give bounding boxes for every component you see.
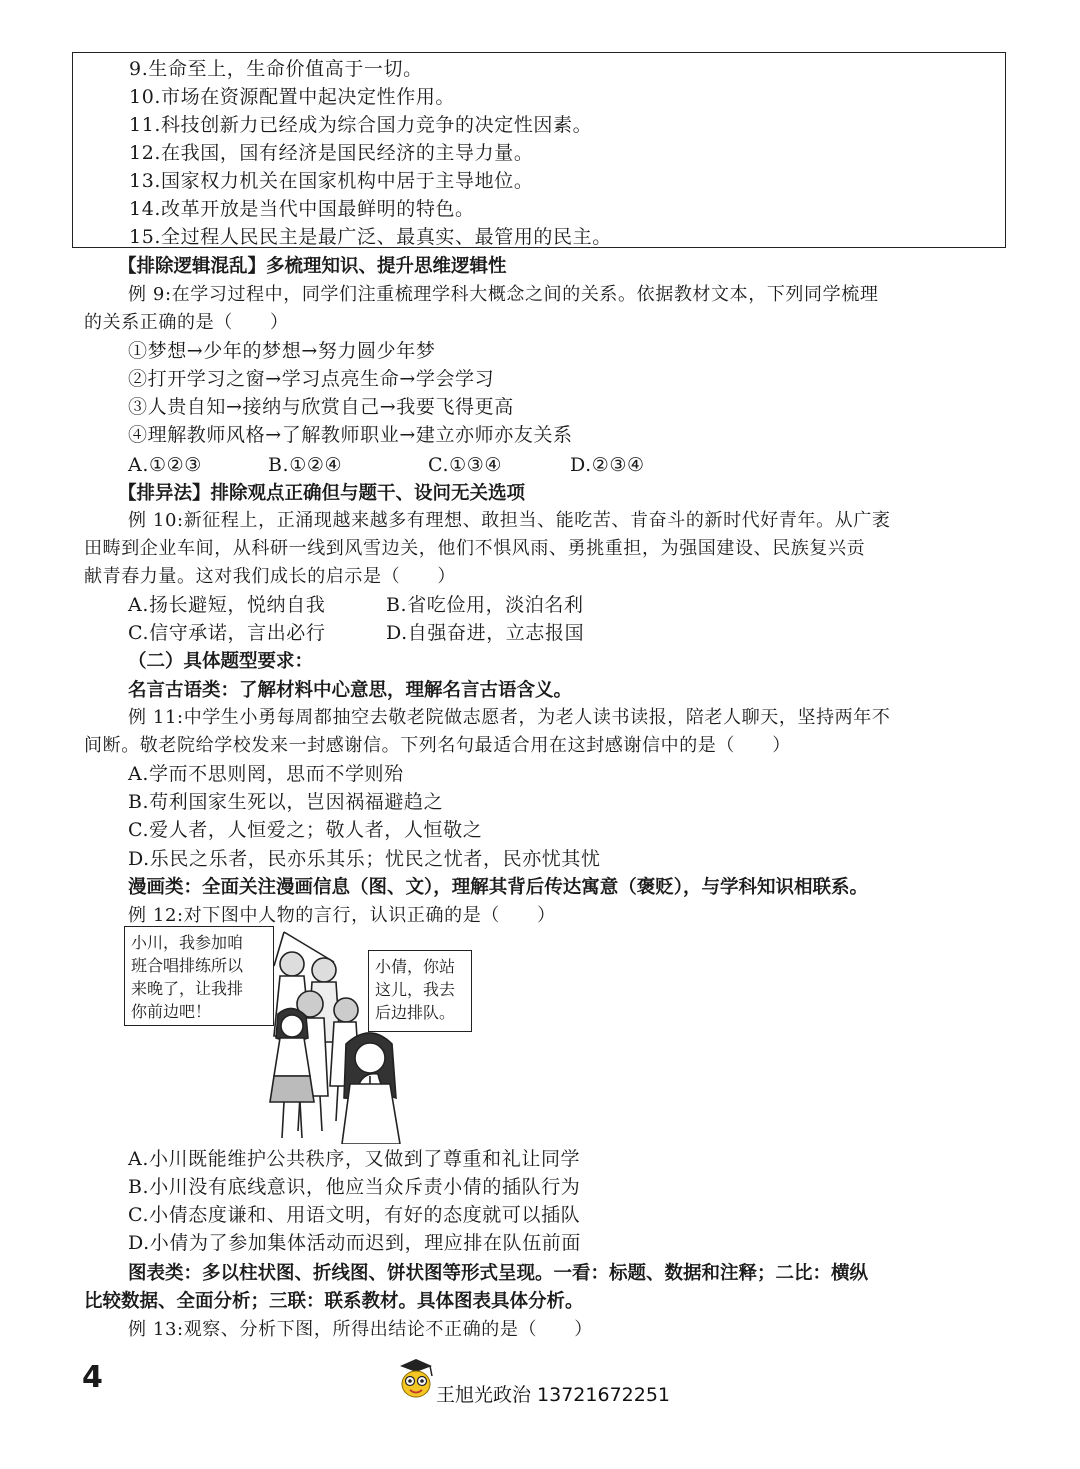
- example-10-line: 例 10:新征程上，正涌现越来越多有理想、敢担当、能吃苦、肯奋斗的新时代好青年。从广袤: [128, 510, 891, 531]
- footer-brand-text: 王旭光政治 13721672251: [436, 1384, 671, 1406]
- page-number: 4: [82, 1360, 103, 1395]
- example-9-option-d: D.②③④: [570, 454, 645, 476]
- bubble-right-line: 后边排队。: [375, 1003, 456, 1022]
- example-11-option-d: D.乐民之乐者，民亦乐其乐；忧民之忧者，民亦忧其忧: [128, 848, 601, 870]
- example-10-line: 田畴到企业车间，从科研一线到风雪边关，他们不惧风雨、勇挑重担，为强国建设、民族复兴贡: [84, 538, 866, 559]
- example-12-option-b: B.小川没有底线意识，他应当众斥责小倩的插队行为: [128, 1176, 581, 1198]
- example-12-line: 例 12:对下图中人物的言行，认识正确的是（ ）: [128, 905, 556, 926]
- example-9-option-a: A.①②③: [128, 454, 202, 476]
- section-heading-logic: 【排除逻辑混乱】多梳理知识、提升思维逻辑性: [118, 256, 507, 277]
- quote-type-heading: 名言古语类：了解材料中心意思，理解名言古语含义。: [128, 680, 573, 701]
- example-10-option-c: C.信守承诺，言出必行: [128, 622, 326, 644]
- list-item: 10.市场在资源配置中起决定性作用。: [129, 86, 456, 108]
- bubble-right-line: 这儿，我去: [375, 980, 456, 999]
- example-9-option-b: B.①②④: [268, 454, 343, 476]
- example-10-line: 献青春力量。这对我们成长的启示是（ ）: [84, 566, 456, 587]
- chart-type-heading-line-1: 图表类：多以柱状图、折线图、饼状图等形式呈现。一看：标题、数据和注释；二比：横纵: [128, 1263, 869, 1284]
- section-heading-types: （二）具体题型要求：: [128, 651, 314, 672]
- boxed-conclusion-list: [72, 52, 1006, 248]
- list-item: 14.改革开放是当代中国最鲜明的特色。: [129, 198, 475, 220]
- example-9-item: ①梦想→少年的梦想→努力圆少年梦: [128, 340, 436, 362]
- example-12-option-c: C.小倩态度谦和、用语文明，有好的态度就可以插队: [128, 1204, 581, 1226]
- example-9-item: ②打开学习之窗→学习点亮生命→学会学习: [128, 368, 495, 390]
- example-11-line: 间断。敬老院给学校发来一封感谢信。下列名句最适合用在这封感谢信中的是（ ）: [84, 735, 791, 756]
- example-9-option-c: C.①③④: [428, 454, 502, 476]
- example-9-item: ③人贵自知→接纳与欣赏自己→我要飞得更高: [128, 396, 514, 418]
- list-item: 11.科技创新力已经成为综合国力竞争的决定性因素。: [129, 114, 593, 136]
- bubble-right-line: 小倩，你站: [375, 957, 456, 976]
- bubble-left-line: 班合唱排练所以: [131, 956, 244, 975]
- example-9-line-1: 例 9:在学习过程中，同学们注重梳理学科大概念之间的关系。依据教材文本，下列同学梳理: [128, 284, 879, 305]
- section-heading-exclusion: 【排异法】排除观点正确但与题干、设问无关选项: [118, 483, 526, 504]
- mascot-logo-icon: [396, 1356, 436, 1402]
- list-item: 12.在我国，国有经济是国民经济的主导力量。: [129, 142, 534, 164]
- example-10-option-a: A.扬长避短，悦纳自我: [128, 594, 326, 616]
- example-9-item: ④理解教师风格→了解教师职业→建立亦师亦友关系: [128, 424, 573, 446]
- example-10-option-b: B.省吃俭用，淡泊名利: [386, 594, 584, 616]
- bubble-left-line: 小川，我参加咱: [131, 933, 244, 952]
- bubble-left-line: 来晚了，让我排: [131, 979, 244, 998]
- queue-comic-illustration: [124, 926, 474, 1144]
- list-item: 9.生命至上，生命价值高于一切。: [129, 58, 423, 80]
- example-9-line-2: 的关系正确的是（ ）: [84, 312, 289, 333]
- example-11-option-a: A.学而不思则罔，思而不学则殆: [128, 763, 404, 785]
- comic-type-heading: 漫画类：全面关注漫画信息（图、文），理解其背后传达寓意（褒贬），与学科知识相联系。: [128, 877, 869, 898]
- list-item: 15.全过程人民民主是最广泛、最真实、最管用的民主。: [129, 226, 612, 248]
- bubble-left-line: 你前边吧！: [131, 1002, 212, 1021]
- chart-type-heading-line-2: 比较数据、全面分析；三联：联系教材。具体图表具体分析。: [84, 1291, 584, 1312]
- example-12-option-a: A.小川既能维护公共秩序，又做到了尊重和礼让同学: [128, 1148, 581, 1170]
- example-11-option-c: C.爱人者，人恒爱之；敬人者，人恒敬之: [128, 819, 483, 841]
- list-item: 13.国家权力机关在国家机构中居于主导地位。: [129, 170, 534, 192]
- example-11-option-b: B.苟利国家生死以，岂因祸福避趋之: [128, 791, 444, 813]
- example-11-line: 例 11:中学生小勇每周都抽空去敬老院做志愿者，为老人读书读报，陪老人聊天，坚持两年不: [128, 707, 891, 728]
- example-10-option-d: D.自强奋进，立志报国: [386, 622, 585, 644]
- example-13-line: 例 13:观察、分析下图，所得出结论不正确的是（ ）: [128, 1319, 593, 1340]
- example-12-option-d: D.小倩为了参加集体活动而迟到，理应排在队伍前面: [128, 1232, 581, 1254]
- speech-bubble-left: [124, 926, 274, 1026]
- speech-bubble-right: [368, 950, 472, 1032]
